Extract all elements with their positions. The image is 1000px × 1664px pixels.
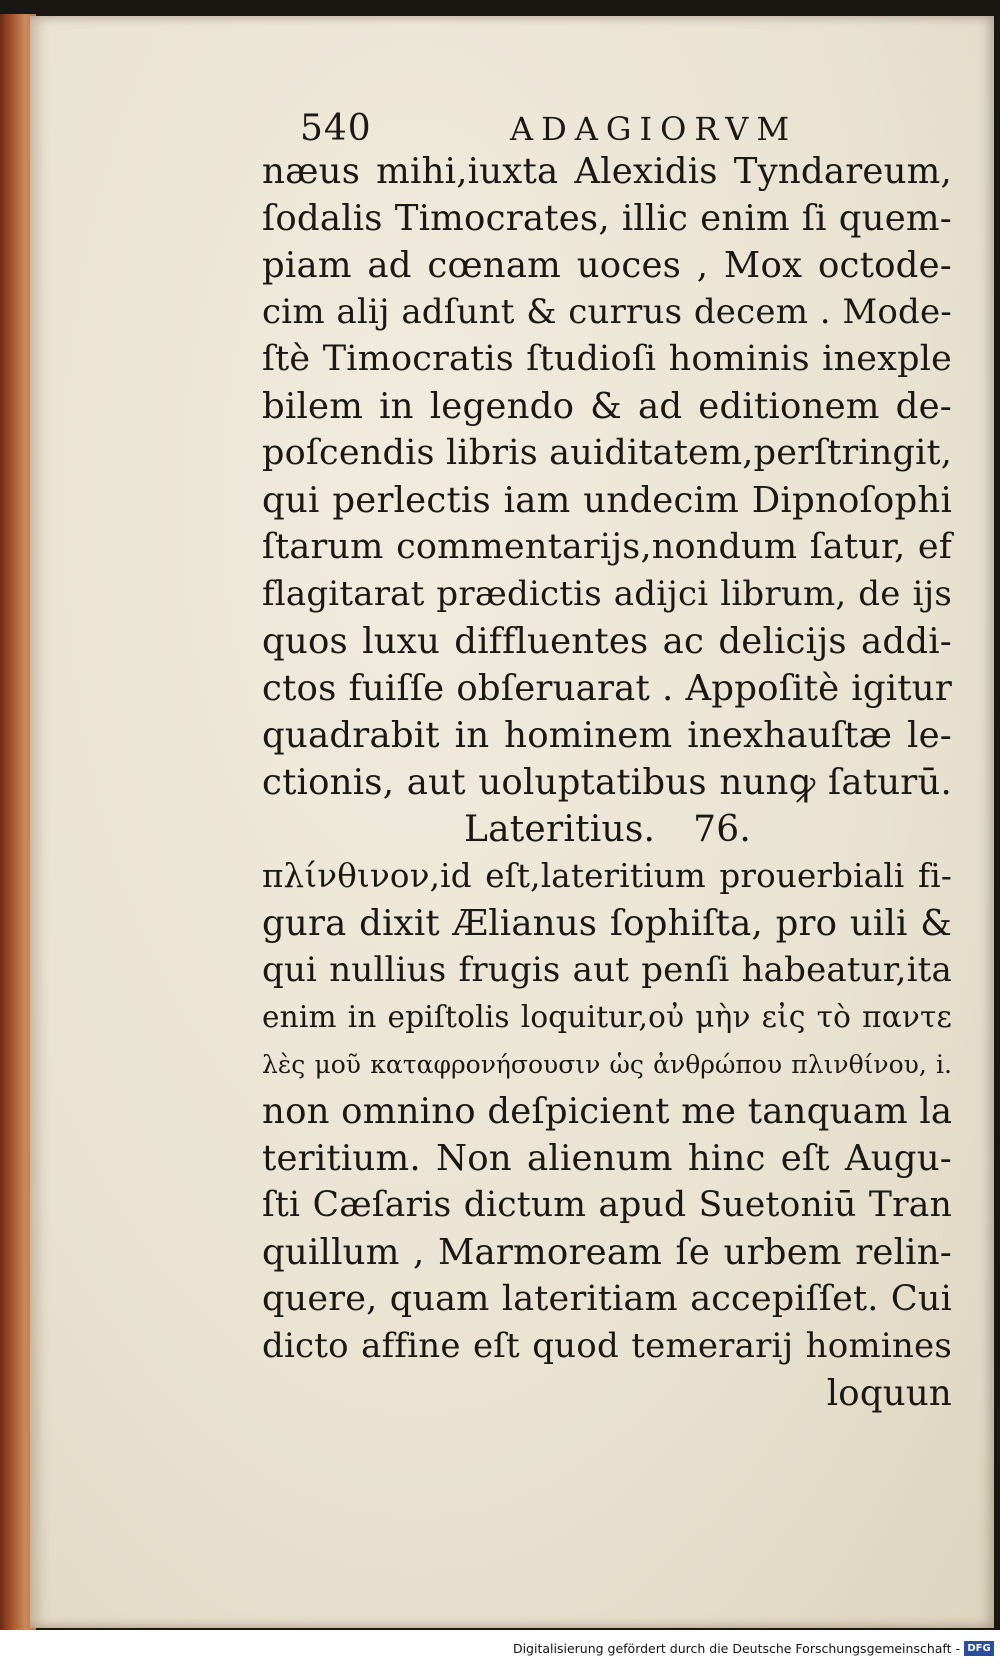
text-line: quere, quam lateritiam accepiſſet. Cui xyxy=(262,1279,952,1319)
text-line: cim alij adſunt & currus decem . Mode- xyxy=(262,292,952,332)
text-block xyxy=(262,148,952,1417)
text-line: non omnino deſpicient me tanquam la xyxy=(262,1091,953,1132)
text-line: ctionis, aut uoluptatibus nunꝙ ſaturū. xyxy=(262,762,952,803)
text-line: gura dixit Ælianus ſophiſta, pro uili & xyxy=(262,903,952,944)
catchword: loquun xyxy=(826,1373,952,1414)
text-line: piam ad cœnam uoces , Mox octode- xyxy=(262,245,952,286)
page-number: 540 xyxy=(300,108,372,149)
text-line: ſti Cæſaris dictum apud Suetoniū Tran xyxy=(262,1185,952,1225)
text-line: ctos fuiſſe obſeruarat . Appoſitè igitur xyxy=(262,668,952,709)
text-line: quos luxu diffluentes ac delicijs addi- xyxy=(262,621,952,662)
dfg-logo-icon: DFG xyxy=(964,1641,994,1656)
text-line: ſtarum commentarijs,nondum ſatur, ef xyxy=(262,527,952,567)
text-line: quillum , Marmoream ſe urbem relin- xyxy=(262,1232,952,1273)
text-line: næus mihi,iuxta Alexidis Tyndareum, xyxy=(262,151,952,192)
text-line: enim in epiſtolis loquitur,οὐ μὴν εἰς τὸ παντε xyxy=(262,1000,952,1034)
section-number: 76. xyxy=(693,809,752,850)
greek-line: λὲς μοῦ καταφρονήσουσιν ὡς ἀνθρώπου πλινθίνου, i. xyxy=(262,1050,952,1079)
text-line: poſcendis libris auiditatem,perſtringit, xyxy=(262,433,953,473)
text-line: dicto affine eſt quod temerarij homines xyxy=(262,1326,952,1366)
text-line: qui nullius frugis aut penſi habeatur,ita xyxy=(262,950,952,990)
text-line: qui perlectis iam undecim Dipnoſophi xyxy=(262,480,952,521)
footer-bar xyxy=(0,1630,1000,1664)
text-line: ſtè Timocratis ſtudioſi hominis inexple xyxy=(262,339,952,379)
text-line: ſodalis Timocrates, illic enim ſi quem- xyxy=(262,198,952,239)
text-line: flagitarat prædictis adijci librum, de ijs xyxy=(262,574,952,614)
text-line: bilem in legendo & ad editionem de- xyxy=(262,386,952,427)
text-line: teritium. Non alienum hinc eſt Augu- xyxy=(262,1138,952,1179)
running-title: ADAGIORVM xyxy=(510,110,798,148)
text-line: quadrabit in hominem inexhauſtæ le- xyxy=(262,715,952,756)
section-heading xyxy=(262,806,952,853)
digitization-credit: Digitalisierung gefördert durch die Deutsche Forschungsgemeinschaft - xyxy=(512,1641,960,1656)
section-title: Lateritius. xyxy=(464,809,656,850)
text-line: πλίνθινον,id eſt,lateritium prouerbiali fi- xyxy=(262,857,952,895)
